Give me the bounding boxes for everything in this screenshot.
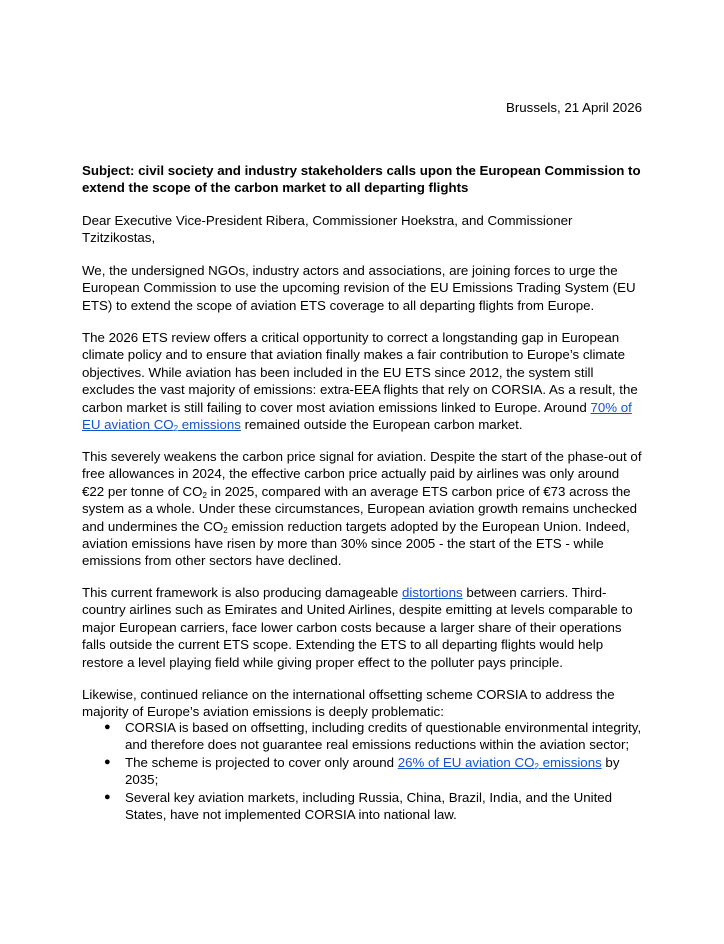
list-item: ● The scheme is projected to cover only around 26% of EU aviation $CO_2$ emissions by 2035; bbox=[104, 754, 620, 788]
link-26-percent-emissions[interactable]: 26% of EU aviation $CO_2$ emissions bbox=[397, 754, 602, 771]
paragraph-distortions: This current framework is also producing damageable distortions between carriers. Third-country airlines such as Emirates and United Airlines, despite emitting at levels comparable to major European carriers, face lower carbon costs because a larger share of their operations falls outside the current ETS scope. Extending the ETS to all departing flights would help restore a level playing field while giving proper effect to the polluter pays principle. bbox=[82, 585, 633, 670]
bullet-icon: ● bbox=[104, 790, 111, 803]
list-item: ● Several key aviation markets, including Russia, China, Brazil, India, and the United States, have not implemented CORSIA into national law. bbox=[104, 789, 613, 823]
ets-review-text: The 2026 ETS review offers a critical opportunity to correct a longstanding gap in European climate policy and to ensure that aviation finally makes a fair contribution to Europe’s climate objectives. While aviation has been included in the EU ETS since 2012, the system still excludes the vast majority of emissions: extra-EEA flights that rely on CORSIA. As a result, the carbon market is still failing to cover most aviation emissions linked to Europe. Around bbox=[82, 330, 638, 415]
corsia-bullet-list bbox=[82, 719, 642, 823]
ets-review-tail: remained outside the European carbon market. bbox=[240, 417, 523, 433]
salutation: Dear Executive Vice-President Ribera, Commissioner Hoekstra, and Commissioner Tzitzikostas, bbox=[82, 213, 573, 246]
paragraph-carbon-price: This severely weakens the carbon price signal for aviation. Despite the start of the phase-out of free allowances in 2024, the effective carbon price actually paid by airlines was only around €22 per tonne of $CO_2$ in 2025, compared with an average ETS carbon price of €73 across the system as a whole. Under these circumstances, European aviation growth remains unchecked and undermines the $CO_2$ emission reduction targets adopted by the European Union. Indeed, aviation emissions have risen by more than 30% since 2005 - the start of the ETS - while emissions from other sectors have declined. bbox=[82, 449, 642, 569]
link-70-percent-emissions[interactable]: 70% of EU aviation $CO_2$ emissions bbox=[82, 399, 632, 434]
list-item: ● CORSIA is based on offsetting, including credits of questionable environmental integrity, and therefore does not guarantee real emissions reductions within the aviation sector; bbox=[104, 720, 642, 753]
letter-subject: Subject: civil society and industry stakeholders calls upon the European Commission to extend the scope of the carbon market to all departing flights bbox=[82, 163, 641, 196]
paragraph-intro: We, the undersigned NGOs, industry actors and associations, are joining forces to urge the European Commission to use the upcoming revision of the EU Emissions Trading System (EU ETS) to extend the scope of aviation ETS coverage to all departing flights from Europe. bbox=[82, 263, 636, 313]
letter-date: Brussels, 21 April 2026 bbox=[505, 100, 642, 115]
link-distortions[interactable]: distortions bbox=[402, 585, 463, 600]
paragraph-ets-review bbox=[82, 329, 642, 433]
bullet-icon: ● bbox=[104, 755, 111, 768]
letter-page bbox=[82, 0, 642, 944]
paragraph-corsia: Likewise, continued reliance on the international offsetting scheme CORSIA to address the majority of Europe’s aviation emissions is deeply problematic: bbox=[82, 687, 615, 720]
bullet-icon: ● bbox=[104, 721, 111, 733]
